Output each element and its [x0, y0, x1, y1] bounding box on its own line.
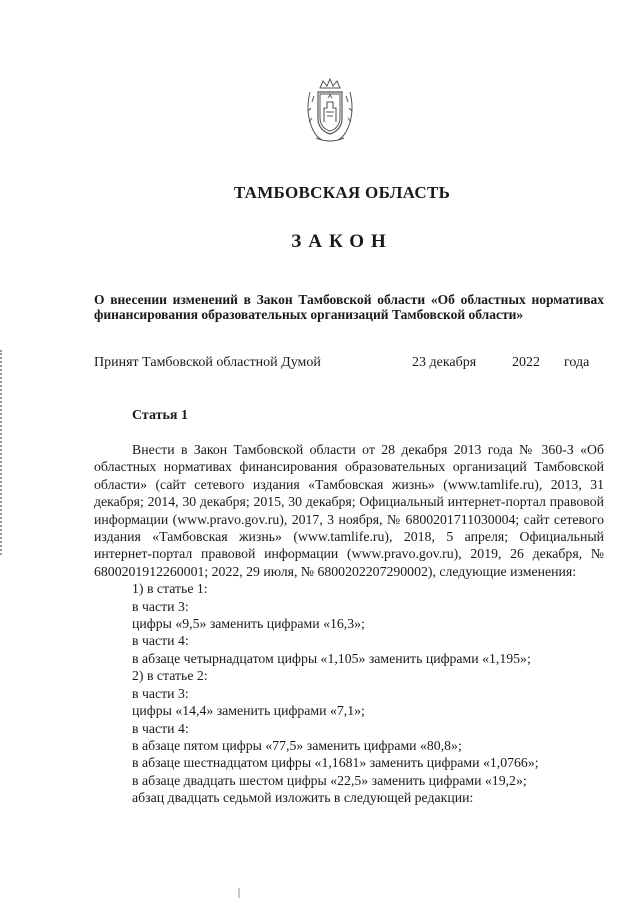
adoption-year-word: года — [564, 355, 590, 370]
document-type: ЗАКОН — [291, 231, 393, 252]
coat-of-arms-emblem — [300, 78, 360, 144]
amendment-line: в абзаце пятом цифры «77,5» заменить цифрами «80,8»; — [132, 737, 462, 753]
amendment-line: в абзаце двадцать шестом цифры «22,5» заменить цифрами «19,2»; — [132, 772, 527, 788]
amendment-line: цифры «9,5» заменить цифрами «16,3»; — [132, 616, 365, 632]
law-title: О внесении изменений в Закон Тамбовской области «Об областных нормативах финансирования образовательных организаций Тамбовской области» — [94, 292, 604, 322]
adopted-by: Принят Тамбовской областной Думой — [94, 355, 321, 370]
amendment-line: в абзаце шестнадцатом цифры «1,1681» заменить цифрами «1,0766»; — [132, 755, 539, 771]
amendment-line: в части 4: — [132, 720, 189, 736]
amendment-line: в части 3: — [132, 598, 189, 614]
amendment-line: 2) в статье 2: — [132, 668, 208, 684]
amendment-line: 1) в статье 1: — [132, 581, 208, 597]
scan-edge-mark — [0, 350, 5, 555]
adoption-line — [94, 355, 604, 375]
region-name: ТАМБОВСКАЯ ОБЛАСТЬ — [233, 183, 451, 202]
amendment-line: в части 4: — [132, 633, 189, 649]
adoption-year: 2022 — [512, 355, 540, 370]
scan-artifact — [238, 888, 240, 898]
amendment-line: абзац двадцать седьмой изложить в следующей редакции: — [132, 790, 474, 806]
article-intro: Внести в Закон Тамбовской области от 28 декабря 2013 года № 360-З «Об областных нормативах финансирования образовательных организаций Тамбовской области» (сайт сетевого издания «Тамбовская жизнь» (www.tamlife.ru), 2013, 31 декабря; 2014, 30 декабря; 2015, 30 декабря; Официальный интернет-портал правовой информации (www.pravo.gov.ru), 2017, 3 ноября, № 6800201711030004; сайт сетевого издания «Тамбовская жизнь» (www.tamlife.ru), 2018, 5 апреля; Официальный интернет-портал правовой информации (www.pravo.gov.ru), 2019, 26 декабря, № 6800201912260001; 2022, 29 июля, № 6800202207290002), следующие изменения: — [94, 442, 604, 579]
amendment-line: в части 3: — [132, 685, 189, 701]
adoption-date: 23 декабря — [412, 355, 477, 370]
article-heading: Статья 1 — [132, 408, 188, 423]
article-body — [94, 441, 604, 807]
amendment-line: цифры «14,4» заменить цифрами «7,1»; — [132, 703, 365, 719]
amendment-line: в абзаце четырнадцатом цифры «1,105» заменить цифрами «1,195»; — [132, 650, 531, 666]
